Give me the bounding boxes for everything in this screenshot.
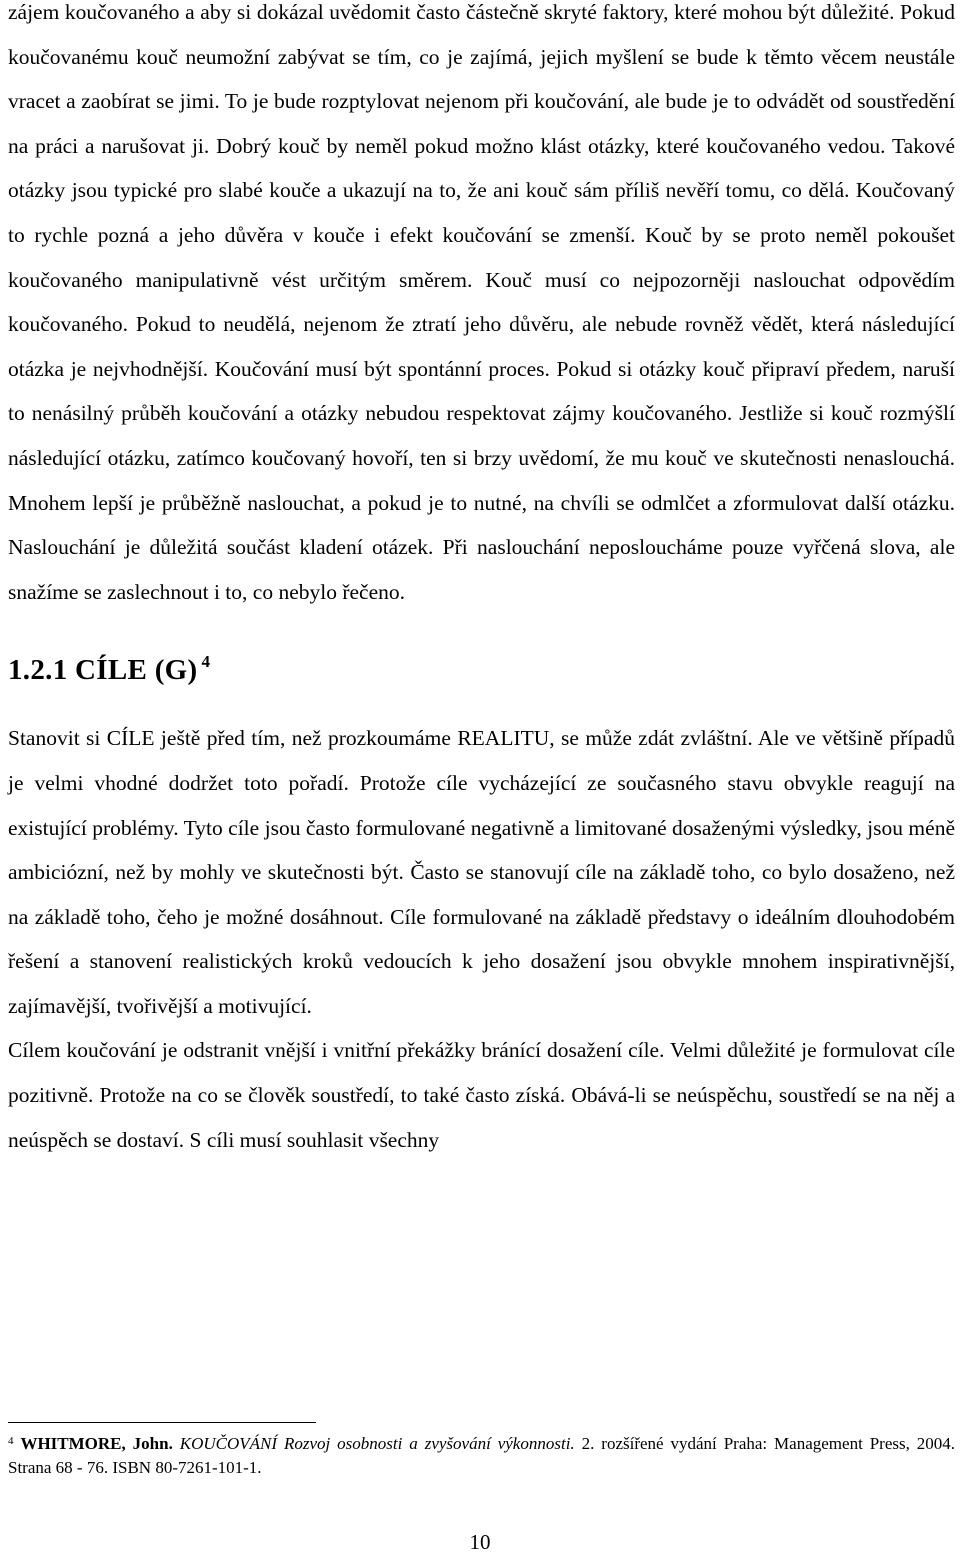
footnote-title: KOUČOVÁNÍ Rozvoj osobnosti a zvyšování výkonnosti. (179, 1434, 575, 1453)
page-number: 10 (469, 1530, 491, 1554)
footnote-details: 2. rozšířené vydání Praha: Management Press, 2004. Strana 68 - 76. ISBN 80-7261-101-1. (8, 1434, 956, 1477)
body-paragraph-2: Stanovit si CÍLE ještě před tím, než prozkoumáme REALITU, se může zdát zvláštní. Ale ve většině případů je velmi vhodné dodržet toto pořadí. Protože cíle vycházející ze současného stavu obvykle reagují na existující problémy. Tyto cíle jsou často formulované negativně a limitované dosaženými výsledky, jsou méně ambiciózní, než by mohly ve skutečnosti být. Často se stanovují cíle na základě toho, co bylo dosaženo, než na základě toho, čeho je možné dosáhnout. Cíle formulované na základě představy o ideálním dlouhodobém řešení a stanovení realistických kroků vedoucích k jeho dosažení jsou obvykle mnohem inspirativnější, zajímavější, tvořivější a motivující. (8, 726, 955, 1018)
section-heading (8, 652, 955, 688)
heading-footnote-ref: 4 (201, 652, 211, 672)
section-heading-text: 1.2.1 CÍLE (G) (8, 654, 198, 687)
footnote-number: 4 (8, 1435, 14, 1447)
body-paragraph-3: Cílem koučování je odstranit vnější i vnitřní překážky bránící dosažení cíle. Velmi důležité je formulovat cíle pozitivně. Protože na co se člověk soustředí, to také často získá. Obává-li se neúspěchu, soustředí se na něj a neúspěch se dostaví. S cíli musí souhlasit všechny (8, 1038, 955, 1152)
footnote-separator (8, 1422, 316, 1423)
page-body (8, 0, 955, 1162)
body-paragraph-1: zájem koučovaného a aby si dokázal uvědomit často částečně skryté faktory, které mohou být důležité. Pokud koučovanému kouč neumožní zabývat se tím, co je zajímá, jejich myšlení se bude k těmto věcem neustále vracet a zaobírat se jimi. To je bude rozptylovat nejenom při koučování, ale bude je to odvádět od soustředění na práci a narušovat ji. Dobrý kouč by neměl pokud možno klást otázky, které koučovaného vedou. Takové otázky jsou typické pro slabé kouče a ukazují na to, že ani kouč sám příliš nevěří tomu, co dělá. Koučovaný to rychle pozná a jeho důvěra v kouče i efekt koučování se zmenší. Kouč by se proto neměl pokoušet koučovaného manipulativně vést určitým směrem. Kouč musí co nejpozorněji naslouchat odpovědím koučovaného. Pokud to neudělá, nejenom že ztratí jeho důvěru, ale nebude rovněž vědět, která následující otázka je nejvhodnější. Koučování musí být spontánní proces. Pokud si otázky kouč připraví předem, naruší to nenásilný průběh koučování a otázky nebudou respektovat zájmy koučovaného. Jestliže si kouč rozmýšlí následující otázku, zatímco koučovaný hovoří, ten si brzy uvědomí, že mu kouč ve skutečnosti nenaslouchá. Mnohem lepší je průběžně naslouchat, a pokud je to nutné, na chvíli se odmlčet a zformulovat další otázku. Naslouchání je důležitá součást kladení otázek. Při naslouchání neposloucháme pouze vyřčená slova, ale snažíme se zaslechnout i to, co nebylo řečeno. (8, 0, 955, 604)
footnote-author: WHITMORE, John. (20, 1434, 173, 1453)
footnote (8, 1432, 955, 1480)
